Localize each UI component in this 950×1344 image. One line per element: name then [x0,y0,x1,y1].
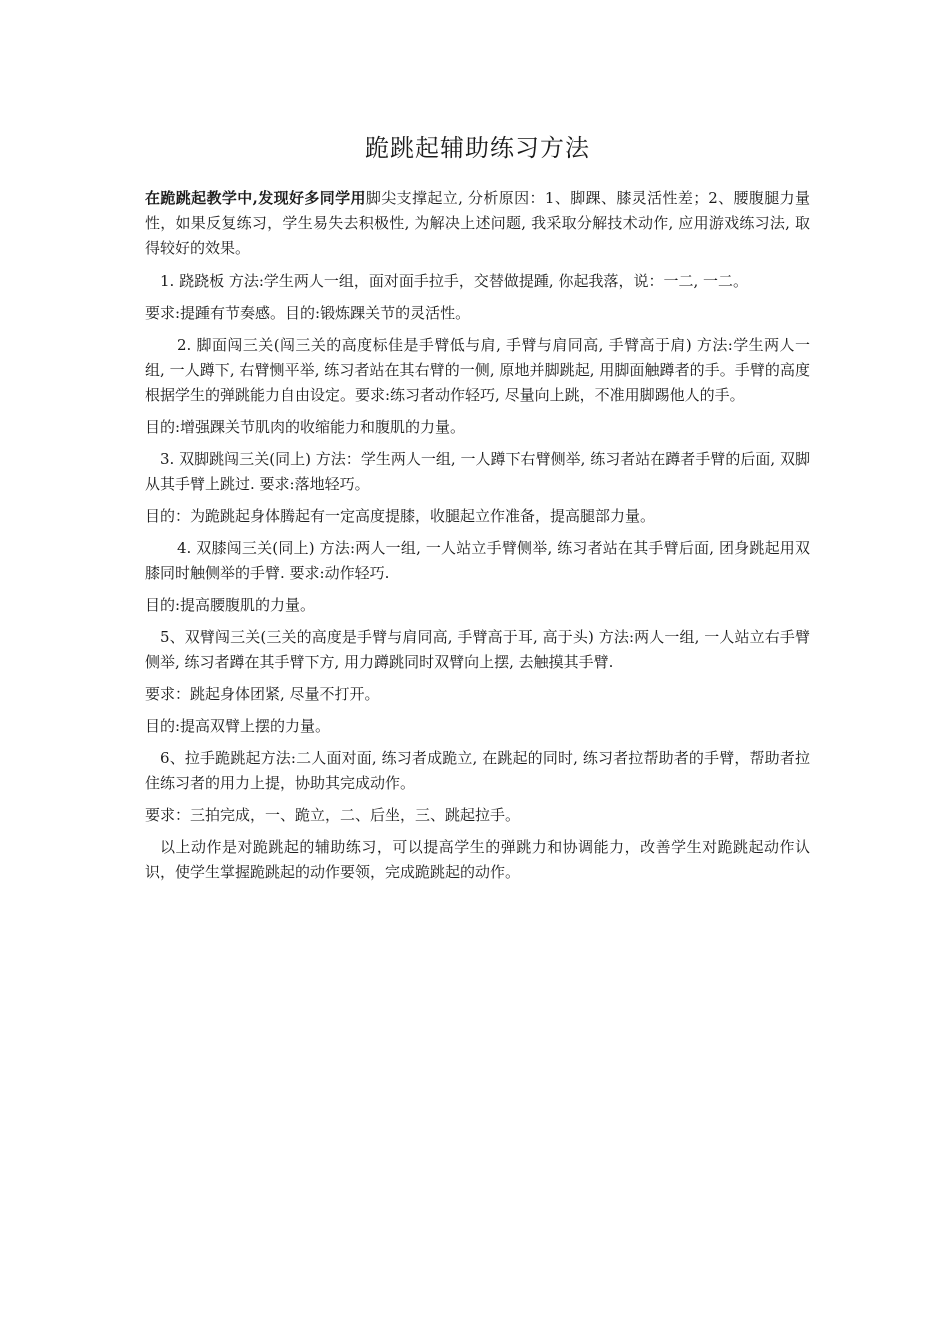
item-2-method: 2. 脚面闯三关(闯三关的高度标佳是手臂低与肩, 手臂与肩同高, 手臂高于肩) 方法:学生两人一组, 一人蹲下, 右臂恻平举, 练习者站在其右臂的一侧, 原地并脚跳起, 用脚面触蹲者的手。手臂的高度根据学生的弹跳能力自由设定。要求:练习者动作轻巧, 尽量向上跳，不准用脚踢他人的手。 [145,336,810,404]
intro-paragraph [145,186,810,261]
item-1-method: 1. 跷跷板 方法:学生两人一组，面对面手拉手，交替做提踵, 你起我落，说：一二, 一二。 [160,272,748,290]
item-4-method: 4. 双膝闯三关(同上) 方法:两人一组, 一人站立手臂侧举, 练习者站在其手臂后面, 团身跳起用双膝同时触侧举的手臂. 要求:动作轻巧. [145,539,810,582]
document-title: 跪跳起辅助练习方法 [365,134,590,162]
conclusion-paragraph: 以上动作是对跪跳起的辅助练习，可以提高学生的弹跳力和协调能力，改善学生对跪跳起动作认识，使学生掌握跪跳起的动作要领，完成跪跳起的动作。 [145,838,810,881]
item-6-requirement: 要求：三拍完成，一、跪立，二、后坐，三、跳起拉手。 [145,806,521,824]
item-6-method: 6、拉手跪跳起方法:二人面对面, 练习者成跪立, 在跳起的同时, 练习者拉帮助者的手臂，帮助者拉住练习者的用力上提，协助其完成动作。 [145,749,810,792]
item-3-method: 3. 双脚跳闯三关(同上) 方法：学生两人一组, 一人蹲下右臂侧举, 练习者站在蹲者手臂的后面, 双脚从其手臂上跳过. 要求:落地轻巧。 [145,450,810,493]
intro-lead: 在跪跳起教学中,发现好多同学用 [145,189,366,207]
document-body [145,130,810,892]
item-5-method: 5、双臂闯三关(三关的高度是手臂与肩同高, 手臂高于耳, 高于头) 方法:两人一组, 一人站立右手臂侧举, 练习者蹲在其手臂下方, 用力蹲跳同时双臂向上摆, 去触摸其手臂. [145,628,810,671]
item-4-goal: 目的:提高腰腹肌的力量。 [145,596,316,614]
item-1-requirement: 要求:提踵有节奏感。目的:锻炼踝关节的灵活性。 [145,304,471,322]
item-5-goal: 目的:提高双臂上摆的力量。 [145,717,331,735]
intro-rest: 脚尖支撑起立, 分析原因：1、脚踝、膝灵活性差；2、腰腹腿力量性，如果反复练习，学生易失去积极性, 为解决上述问题, 我采取分解技术动作, 应用游戏练习法, 取得较好的效果。 [145,189,810,257]
item-5-requirement: 要求：跳起身体团紧, 尽量不打开。 [145,685,380,703]
item-2-goal: 目的:增强踝关节肌肉的收缩能力和腹肌的力量。 [145,418,466,436]
item-3-goal: 目的：为跪跳起身体腾起有一定高度提膝，收腿起立作准备，提高腿部力量。 [145,507,656,525]
